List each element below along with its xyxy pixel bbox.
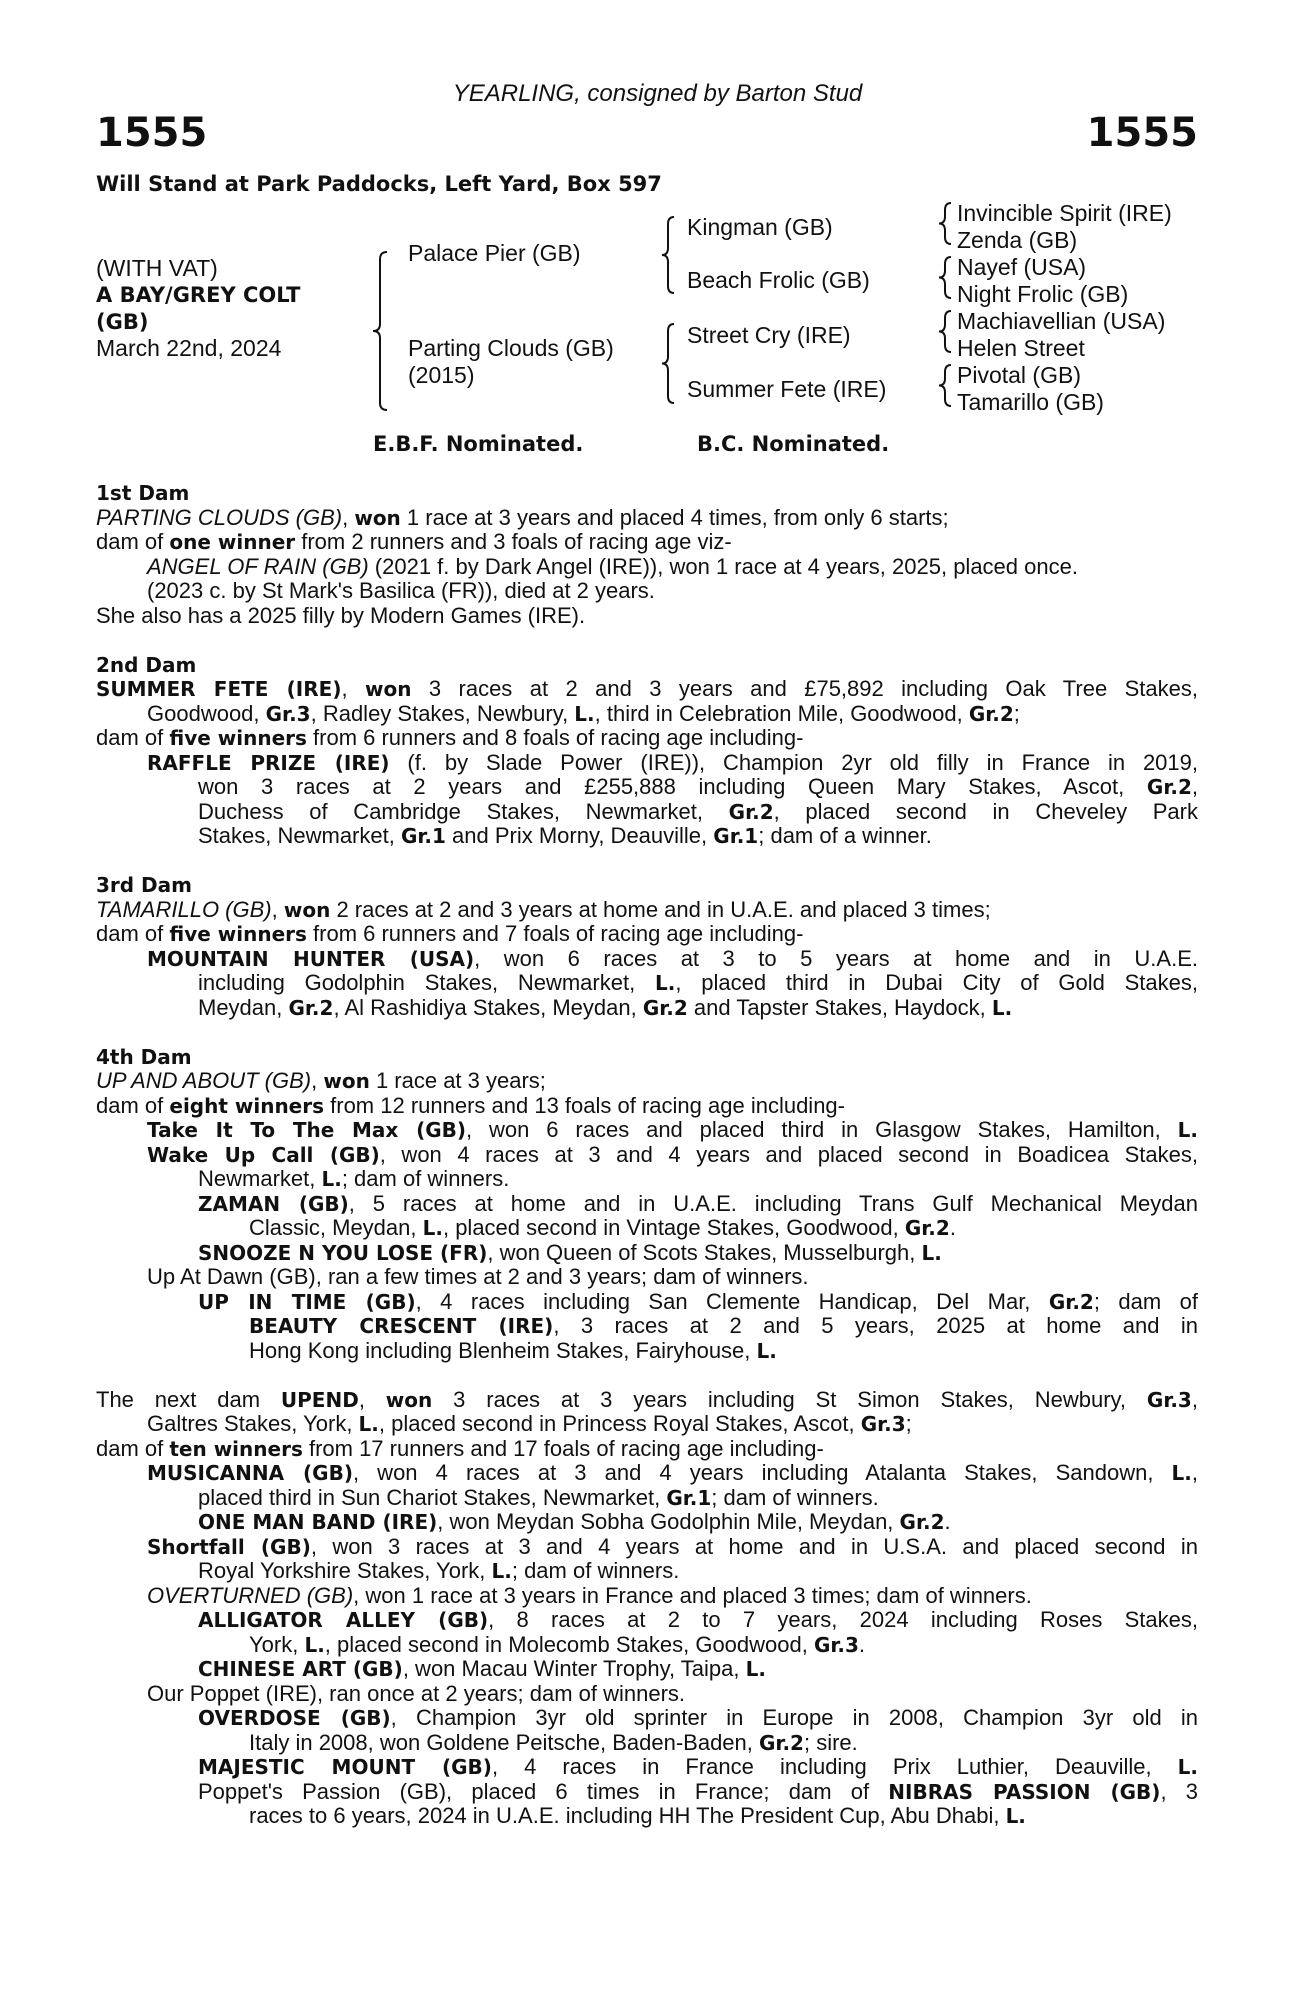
text: dam of	[96, 1435, 170, 1461]
pedigree-line	[96, 1608, 1198, 1633]
lot-number-left: 1555	[96, 110, 208, 156]
text: ,	[341, 676, 365, 701]
grandsire-dam-side: Street Cry (IRE)	[687, 322, 851, 348]
heading-text: 3rd Dam	[96, 873, 192, 897]
dam-year: (2015)	[408, 362, 475, 388]
bold-text: SNOOZE N YOU LOSE (FR)	[198, 1240, 488, 1265]
bold-text: ONE MAN BAND (IRE)	[198, 1510, 438, 1534]
pedigree-line	[96, 996, 1198, 1021]
brace-icon	[939, 257, 951, 298]
pedigree-line	[96, 1682, 1198, 1707]
pedigree-line	[96, 1094, 1198, 1119]
grandsire-sire-side: Kingman (GB)	[687, 214, 833, 240]
bold-text: Shortfall (GB)	[147, 1534, 311, 1559]
pedigree-line	[96, 530, 1198, 555]
text: .	[858, 1631, 866, 1657]
text: ; dam of a winner.	[758, 823, 932, 848]
text: Galtres Stakes, York,	[147, 1411, 359, 1436]
bold-text: L.	[756, 1338, 777, 1363]
pedigree-line	[96, 506, 1198, 531]
horse-description: A BAY/GREY COLT	[96, 283, 301, 307]
pedigree-line	[96, 1412, 1198, 1437]
pedigree-line	[96, 1633, 1198, 1658]
brace-icon	[939, 203, 951, 244]
pedigree-line	[96, 1069, 1198, 1094]
ancestor: Night Frolic (GB)	[957, 281, 1129, 307]
stand-location: Will Stand at Park Paddocks, Left Yard, Box 597	[96, 172, 662, 196]
pedigree-line	[96, 1216, 1198, 1241]
horse-origin: (GB)	[96, 310, 149, 334]
text: York,	[249, 1631, 305, 1657]
pedigree-line	[96, 1388, 1198, 1413]
pedigree-line	[96, 1118, 1198, 1143]
pedigree-line	[96, 824, 1198, 849]
text: , Radley Stakes, Newbury,	[310, 700, 575, 726]
lot-number-right: 1555	[1086, 110, 1198, 156]
pedigree-line	[96, 898, 1198, 923]
text: , Al Rashidiya Stakes, Meydan,	[333, 994, 643, 1020]
pedigree-line	[96, 1657, 1198, 1682]
text: placed third in Sun Chariot Stakes, Newmarket,	[198, 1484, 667, 1510]
text: , won 6 races at 3 to 5 years at home and in U.A.E.	[474, 945, 1198, 971]
text: ,	[342, 504, 355, 530]
catalogue-pedigree-notes	[96, 481, 1198, 1829]
bold-text: L.	[745, 1657, 766, 1681]
text: Duchess of Cambridge Stakes, Newmarket,	[198, 798, 729, 824]
text: (2021 f. by Dark Angel (IRE)), won 1 race at 4 years, 2025, placed once.	[368, 553, 1078, 579]
bold-text: UPEND	[280, 1387, 359, 1412]
bold-text: won	[354, 505, 401, 530]
bold-text: SUMMER FETE (IRE)	[96, 677, 342, 701]
bold-text: five winners	[169, 726, 307, 750]
heading-text: 4th Dam	[96, 1044, 192, 1069]
text: ,	[1191, 774, 1198, 799]
bold-text: RAFFLE PRIZE (IRE)	[147, 750, 390, 775]
bold-text: OVERDOSE (GB)	[198, 1706, 391, 1730]
pedigree-line	[96, 947, 1198, 972]
text: from 17 runners and 17 foals of racing age including-	[302, 1435, 824, 1461]
ancestor: Tamarillo (GB)	[957, 389, 1104, 415]
bold-text: Gr.3	[265, 701, 311, 726]
text: ;	[1013, 700, 1020, 726]
text: ,	[271, 896, 284, 922]
text: ; dam of winners.	[341, 1166, 510, 1191]
text: Italy in 2008, won Goldene Peitsche, Baden-Baden,	[249, 1729, 760, 1755]
text: dam of	[96, 921, 170, 946]
bold-text: won	[283, 897, 331, 922]
bold-text: MAJESTIC MOUNT (GB)	[198, 1755, 492, 1779]
pedigree-line	[96, 555, 1198, 580]
bold-text: NIBRAS PASSION (GB)	[888, 1779, 1161, 1804]
text: races to 6 years, 2024 in U.A.E. including HH The President Cup, Abu Dhabi,	[249, 1803, 1006, 1828]
pedigree-line	[96, 1143, 1198, 1168]
brace-icon	[939, 311, 951, 352]
text: Up At Dawn (GB), ran a few times at 2 and 3 years; dam of winners.	[147, 1264, 809, 1289]
ancestor: Zenda (GB)	[957, 227, 1078, 253]
bold-text: L.	[921, 1240, 942, 1265]
bold-text: one winner	[169, 530, 296, 554]
pedigree-line	[96, 1755, 1198, 1780]
pedigree-line	[96, 922, 1198, 947]
text: ,	[1191, 1386, 1198, 1412]
text: 3 races at 3 years including St Simon Stakes, Newbury,	[432, 1386, 1147, 1412]
pedigree-line	[96, 751, 1198, 776]
bold-text: L.	[1171, 1461, 1192, 1485]
bold-text: Gr.1	[713, 824, 759, 848]
text: ,	[358, 1386, 386, 1412]
bold-text: won	[364, 677, 412, 701]
text: , won 1 race at 3 years in France and placed 3 times; dam of winners.	[353, 1582, 1032, 1608]
text: ; dam of winners.	[511, 1558, 680, 1583]
pedigree-line	[96, 702, 1198, 727]
text: from 6 runners and 8 foals of racing age including-	[306, 725, 804, 750]
text: and Prix Morny, Deauville,	[445, 823, 714, 848]
text: ,	[311, 1068, 324, 1093]
bold-text: Gr.2	[288, 995, 334, 1020]
bold-text: Gr.3	[813, 1632, 859, 1657]
pedigree-line	[96, 677, 1198, 702]
text: from 12 runners and 13 foals of racing age including-	[324, 1092, 845, 1118]
text: dam of	[96, 1092, 170, 1118]
pedigree-line	[96, 1510, 1198, 1535]
blank-line	[96, 1363, 1198, 1388]
text: , placed second in Molecomb Stakes, Goodwood,	[324, 1631, 814, 1657]
brace-icon	[939, 365, 951, 406]
bold-text: five winners	[169, 922, 307, 946]
bold-text: MUSICANNA (GB)	[147, 1461, 353, 1485]
bold-text: BEAUTY CRESCENT (IRE)	[249, 1314, 554, 1338]
text: from 6 runners and 7 foals of racing age including-	[306, 921, 804, 946]
bold-text: L.	[422, 1216, 443, 1240]
text: , 8 races at 2 to 7 years, 2024 including Roses Stakes,	[488, 1607, 1198, 1632]
pedigree-line	[96, 1339, 1198, 1364]
text: won 3 races at 2 years and £255,888 including Queen Mary Stakes, Ascot,	[198, 774, 1147, 799]
text: , placed second in Princess Royal Stakes, Ascot,	[378, 1411, 861, 1436]
text: 3 races at 2 and 3 years and £75,892 including Oak Tree Stakes,	[411, 676, 1198, 701]
section-heading	[96, 1045, 1198, 1070]
pedigree-line	[96, 1461, 1198, 1486]
text: ; dam of	[1093, 1288, 1199, 1314]
text: dam of	[96, 529, 170, 554]
text: Our Poppet (IRE), ran once at 2 years; dam of winners.	[147, 1680, 686, 1706]
granddam-dam-side: Summer Fete (IRE)	[687, 376, 887, 402]
sire: Palace Pier (GB)	[408, 240, 581, 266]
text: , placed third in Dubai City of Gold Stakes,	[675, 970, 1198, 995]
text: , 3	[1160, 1778, 1198, 1804]
bold-text: Gr.1	[666, 1485, 712, 1510]
text: ; dam of winners.	[711, 1484, 879, 1510]
bold-text: eight winners	[169, 1093, 325, 1118]
vat-note: (WITH VAT)	[96, 255, 218, 281]
text: , third in Celebration Mile, Goodwood,	[594, 700, 969, 726]
text: The next dam	[96, 1386, 281, 1412]
text: (2023 c. by St Mark's Basilica (FR)), died at 2 years.	[147, 578, 655, 603]
bold-text: Gr.3	[860, 1412, 906, 1436]
text: Meydan,	[198, 994, 289, 1020]
text: , won Queen of Scots Stakes, Musselburgh,	[487, 1239, 922, 1265]
text: 1 race at 3 years;	[369, 1068, 546, 1093]
text: , placed second in Vintage Stakes, Goodwood,	[442, 1215, 905, 1240]
text: 1 race at 3 years and placed 4 times, from only 6 starts;	[400, 504, 949, 530]
bold-text: Gr.2	[728, 799, 774, 824]
ancestor: Invincible Spirit (IRE)	[957, 200, 1172, 226]
pedigree-line	[96, 1559, 1198, 1584]
bold-text: ten winners	[169, 1436, 303, 1461]
pedigree-line	[96, 1290, 1198, 1315]
bold-text: L.	[1005, 1804, 1026, 1828]
text: Stakes, Newmarket,	[198, 823, 401, 848]
text: , won 3 races at 3 and 4 years at home and in U.S.A. and placed second in	[310, 1533, 1198, 1559]
bold-text: L.	[654, 971, 676, 995]
italic-text: PARTING CLOUDS (GB)	[96, 504, 343, 530]
pedigree-line	[96, 1314, 1198, 1339]
ancestor: Machiavellian (USA)	[957, 308, 1166, 334]
bold-text: Gr.2	[899, 1510, 945, 1534]
text: , 5 races at home and in U.A.E. including Trans Gulf Mechanical Meydan	[348, 1190, 1198, 1216]
bold-text: won	[385, 1387, 433, 1412]
text: Goodwood,	[147, 700, 266, 726]
blank-line	[96, 628, 1198, 653]
bold-text: ALLIGATOR ALLEY (GB)	[198, 1608, 489, 1632]
brace-icon	[662, 324, 674, 403]
pedigree-line	[96, 1731, 1198, 1756]
blank-line	[96, 1020, 1198, 1045]
text: from 2 runners and 3 foals of racing age viz-	[295, 529, 732, 554]
pedigree-line	[96, 1486, 1198, 1511]
text: ;	[905, 1411, 912, 1436]
text: , 4 races including San Clemente Handicap, Del Mar,	[415, 1288, 1049, 1314]
pedigree-line	[96, 1437, 1198, 1462]
italic-text: ANGEL OF RAIN (GB)	[147, 553, 369, 579]
pedigree-line	[96, 1192, 1198, 1217]
ancestor: Nayef (USA)	[957, 254, 1087, 280]
pedigree-line	[96, 604, 1198, 629]
text: Poppet's Passion (GB), placed 6 times in France; dam of	[198, 1778, 889, 1804]
text: ; sire.	[803, 1729, 858, 1755]
bold-text: Gr.2	[904, 1216, 950, 1240]
text: , won 4 races at 3 and 4 years including Atalanta Stakes, Sandown,	[352, 1460, 1172, 1485]
ebf-nomination: E.B.F. Nominated.	[373, 432, 584, 456]
bold-text: L.	[1177, 1118, 1198, 1142]
text: , won Meydan Sobha Godolphin Mile, Meydan,	[437, 1509, 900, 1534]
text: , 4 races in France including Prix Luthier, Deauville,	[491, 1754, 1178, 1779]
text: .	[949, 1215, 956, 1240]
italic-text: OVERTURNED (GB)	[147, 1582, 354, 1608]
pedigree-line	[96, 1706, 1198, 1731]
bc-nomination: B.C. Nominated.	[697, 432, 890, 456]
bold-text: L.	[321, 1167, 342, 1191]
pedigree-braces	[0, 0, 1315, 440]
pedigree-line	[96, 726, 1198, 751]
consignor-line: YEARLING, consigned by Barton Stud	[452, 80, 863, 107]
bold-text: Take It To The Max (GB)	[147, 1118, 467, 1142]
bold-text: Wake Up Call (GB)	[147, 1142, 380, 1167]
text: Newmarket,	[198, 1166, 322, 1191]
blank-line	[96, 849, 1198, 874]
pedigree-line	[96, 971, 1198, 996]
italic-text: TAMARILLO (GB)	[96, 896, 272, 922]
pedigree-line	[96, 1584, 1198, 1609]
text: including Godolphin Stakes, Newmarket,	[198, 970, 655, 995]
bold-text: Gr.3	[1146, 1387, 1192, 1412]
text: 2 races at 2 and 3 years at home and in U.A.E. and placed 3 times;	[330, 896, 991, 922]
bold-text: L.	[304, 1632, 325, 1657]
bold-text: L.	[358, 1412, 379, 1436]
bold-text: MOUNTAIN HUNTER (USA)	[147, 946, 475, 971]
text: and Tapster Stakes, Haydock,	[687, 994, 992, 1020]
italic-text: UP AND ABOUT (GB)	[96, 1068, 312, 1093]
foaling-date: March 22nd, 2024	[96, 335, 282, 361]
bold-text: Gr.2	[642, 995, 688, 1020]
text: , won 6 races and placed third in Glasgow Stakes, Hamilton,	[466, 1117, 1178, 1142]
brace-icon	[662, 217, 674, 293]
bold-text: won	[323, 1069, 370, 1093]
bold-text: CHINESE ART (GB)	[198, 1657, 403, 1681]
pedigree-line	[96, 800, 1198, 825]
text: , 3 races at 2 and 5 years, 2025 at home and in	[553, 1313, 1198, 1338]
heading-text: 2nd Dam	[96, 652, 197, 677]
pedigree-line	[96, 1780, 1198, 1805]
text: dam of	[96, 725, 170, 750]
ancestor: Pivotal (GB)	[957, 362, 1081, 388]
text: She also has a 2025 filly by Modern Games (IRE).	[96, 602, 586, 628]
text: Royal Yorkshire Stakes, York,	[198, 1558, 492, 1583]
heading-text: 1st Dam	[96, 481, 190, 505]
bold-text: Gr.2	[1048, 1289, 1094, 1314]
bold-text: Gr.2	[968, 701, 1014, 726]
granddam-sire-side: Beach Frolic (GB)	[687, 267, 870, 293]
pedigree-line	[96, 1804, 1198, 1829]
text: ,	[1191, 1460, 1198, 1485]
pedigree-line	[96, 1167, 1198, 1192]
text: .	[944, 1509, 951, 1534]
section-heading	[96, 481, 1198, 506]
text: Hong Kong including Blenheim Stakes, Fairyhouse,	[249, 1337, 757, 1363]
bold-text: Gr.2	[759, 1730, 804, 1755]
bold-text: Gr.1	[400, 824, 446, 848]
section-heading	[96, 653, 1198, 678]
ancestor: Helen Street	[957, 335, 1085, 361]
bold-text: L.	[574, 701, 595, 726]
bold-text: L.	[1177, 1755, 1199, 1779]
dam: Parting Clouds (GB)	[408, 335, 614, 361]
text: (f. by Slade Power (IRE)), Champion 2yr old filly in France in 2019,	[389, 749, 1199, 775]
bold-text: Gr.2	[1146, 775, 1192, 799]
text: , placed second in Cheveley Park	[773, 798, 1198, 824]
bold-text: L.	[991, 995, 1013, 1020]
text: , Champion 3yr old sprinter in Europe in 2008, Champion 3yr old in	[390, 1705, 1198, 1730]
pedigree-line	[96, 1241, 1198, 1266]
section-heading	[96, 873, 1198, 898]
bold-text: UP IN TIME (GB)	[198, 1289, 416, 1314]
text: Classic, Meydan,	[249, 1215, 423, 1240]
pedigree-line	[96, 775, 1198, 800]
pedigree-line	[96, 579, 1198, 604]
bold-text: L.	[491, 1559, 512, 1583]
pedigree-line	[96, 1535, 1198, 1560]
brace-icon	[373, 252, 387, 410]
bold-text: ZAMAN (GB)	[198, 1191, 349, 1216]
pedigree-line	[96, 1265, 1198, 1290]
text: , won Macau Winter Trophy, Taipa,	[402, 1656, 746, 1681]
text: , won 4 races at 3 and 4 years and placed second in Boadicea Stakes,	[379, 1141, 1198, 1167]
